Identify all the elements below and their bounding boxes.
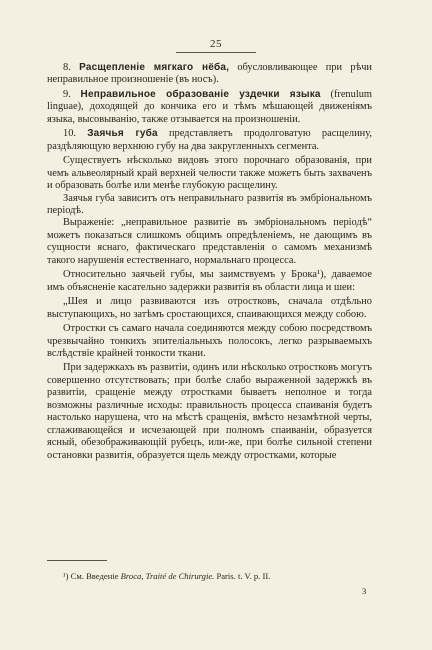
paragraph [47, 362, 372, 462]
footnote-italic: Broca, Traité de Chirurgie. [120, 571, 215, 581]
paragraph-text: (frenulum linguae), доходящей до кончика его и тѣмъ мѣшающей движеніямъ языка, высовыванію, также отзывается на произношеніи. [47, 88, 372, 125]
footnote-marker: ¹) [63, 571, 69, 581]
footnote-suffix: Paris. t. V. p. II. [214, 571, 271, 581]
item-heading: Заячья губа [87, 128, 158, 140]
footnote-rule [47, 560, 107, 561]
item-number: 8. [63, 62, 71, 73]
item-heading: Расщепленіе мягкаго нёба, [79, 62, 230, 73]
paragraph-text: представляетъ продолговатую расщелину, раздѣляющую верхнюю губу на два закругленныхъ сегмента. [47, 128, 372, 152]
body-text [47, 62, 372, 462]
paragraph-text: Заячья губа зависитъ отъ неправильнаго развитія въ эмбріональномъ періодѣ. [47, 192, 372, 216]
signature-mark: 3 [362, 586, 367, 596]
paragraph-text: При задержкахъ въ развитіи, одинъ или нѣсколько отростковъ могутъ совершенно отсутствовать; при болѣе слабо выраженной задержкѣ въ развитіи, сращеніе между отростками бываетъ неполное и тогда возможны различные исходы: правильность процесса спаиванія будетъ настолько нарушена, что на мѣстѣ сращенія, вмѣсто незамѣтной черты, сглаживающейся и исчезающей при полномъ спаиваніи, образуется ясный, обезображивающій рубецъ, или-же, при болѣе сильной степени остановки развитія, образуется щель между отростками, которые [47, 362, 372, 461]
footnote-prefix: См. Введеніе [68, 571, 121, 581]
paragraph [47, 323, 372, 360]
paragraph-text: Отростки съ самаго начала соединяются между собою посредствомъ чрезвычайно тонкихъ эпителіальныхъ полосокъ, легко разрываемыхъ вслѣдствіе крайней тонкости ткани. [47, 323, 372, 359]
item-number: 10. [63, 128, 76, 140]
paragraph [47, 62, 372, 87]
item-number: 9. [63, 88, 71, 100]
item-heading: Неправильное образованіе уздечки языка [80, 88, 321, 100]
footnote [47, 571, 372, 582]
paragraph-text: Существуетъ нѣсколько видовъ этого порочнаго образованія, при чемъ альвеолярный край верхней челюсти также можетъ быть захваченъ и образовать болѣе или менѣе глубокую расщелину. [47, 155, 372, 192]
header-rule [176, 52, 256, 53]
paragraph-text: Выраженіе: „неправильное развитіе въ эмбріональномъ періодѣ“ можетъ показаться слишкомъ общимъ опредѣленіемъ, не дающимъ въ сущности яснаго, фактическаго представленія о самомъ механизмѣ такого нарушенія естественнаго, нормальнаго процесса. [47, 217, 372, 266]
paragraph [47, 155, 372, 192]
paragraph [47, 128, 372, 153]
paragraph [47, 193, 372, 218]
paragraph [47, 296, 372, 321]
paragraph-text: обусловливающее при рѣчи неправильное произношеніе (въ носъ). [47, 62, 372, 86]
paragraph-text: Относительно заячьей губы, мы заимствуемъ у Брока¹), даваемое имъ объясненіе касательно задержки развитія въ области лица и шеи: [47, 269, 372, 293]
page-number: 25 [210, 38, 222, 50]
paragraph [47, 89, 372, 126]
paragraph [47, 217, 372, 267]
paragraph-text: „Шея и лицо развиваются изъ отростковъ, сначала отдѣльно выступающихъ, но затѣмъ сростающихся, спаивающихся между собою. [47, 296, 372, 320]
paragraph [47, 269, 372, 294]
